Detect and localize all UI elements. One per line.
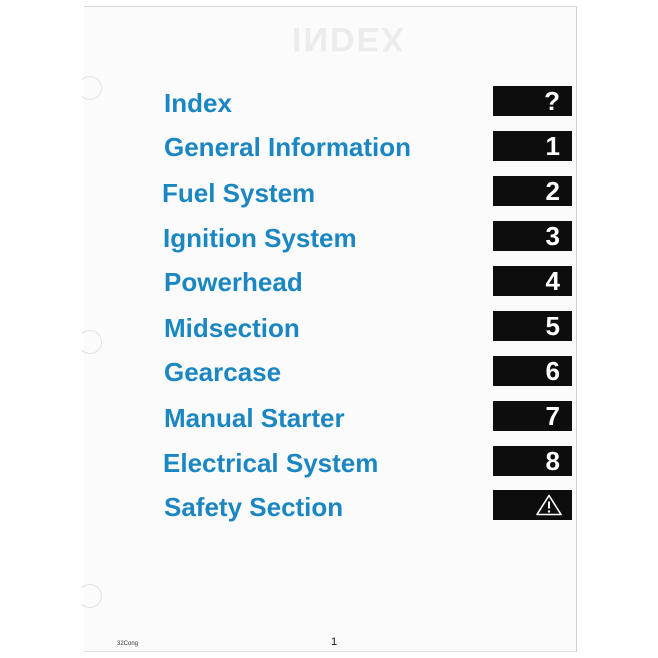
section-label[interactable]: Index [164, 88, 232, 118]
section-label[interactable]: Ignition System [163, 223, 357, 253]
index-entry-midsection[interactable] [0, 311, 658, 351]
section-tab[interactable]: ? [493, 86, 572, 116]
index-entry-ignition-system[interactable] [0, 221, 658, 261]
warning-triangle-icon [536, 494, 562, 516]
section-tab[interactable] [493, 490, 572, 520]
index-entry-index[interactable] [0, 86, 658, 126]
document-code: 32Cong [117, 641, 139, 647]
section-tab[interactable]: 8 [493, 446, 572, 476]
page-number: 1 [331, 636, 338, 648]
binder-hole-bottom [78, 584, 102, 608]
section-tab[interactable]: 5 [493, 311, 572, 341]
section-tab[interactable]: 2 [493, 176, 572, 206]
index-entry-fuel-system[interactable] [0, 176, 658, 216]
index-entry-general-information[interactable] [0, 131, 658, 171]
section-label[interactable]: General Information [164, 132, 412, 162]
section-tab[interactable]: 6 [493, 356, 572, 386]
section-label[interactable]: Midsection [164, 313, 300, 343]
section-tab[interactable]: 7 [493, 401, 572, 431]
section-label[interactable]: Electrical System [163, 448, 379, 478]
section-label[interactable]: Manual Starter [164, 403, 345, 433]
section-label[interactable]: Safety Section [164, 492, 344, 522]
section-label[interactable]: Gearcase [164, 357, 282, 387]
index-entry-powerhead[interactable] [0, 266, 658, 306]
section-label[interactable]: Powerhead [164, 267, 303, 297]
section-tab[interactable]: 4 [493, 266, 572, 296]
bleed-through-title: INDEX [292, 20, 406, 58]
section-label[interactable]: Fuel System [162, 178, 316, 208]
index-entry-gearcase[interactable] [0, 356, 658, 396]
index-entry-electrical-system[interactable] [0, 446, 658, 486]
index-entry-manual-starter[interactable] [0, 401, 658, 441]
section-tab[interactable]: 1 [493, 131, 572, 161]
section-tab[interactable]: 3 [493, 221, 572, 251]
index-entry-safety-section[interactable] [0, 490, 658, 530]
